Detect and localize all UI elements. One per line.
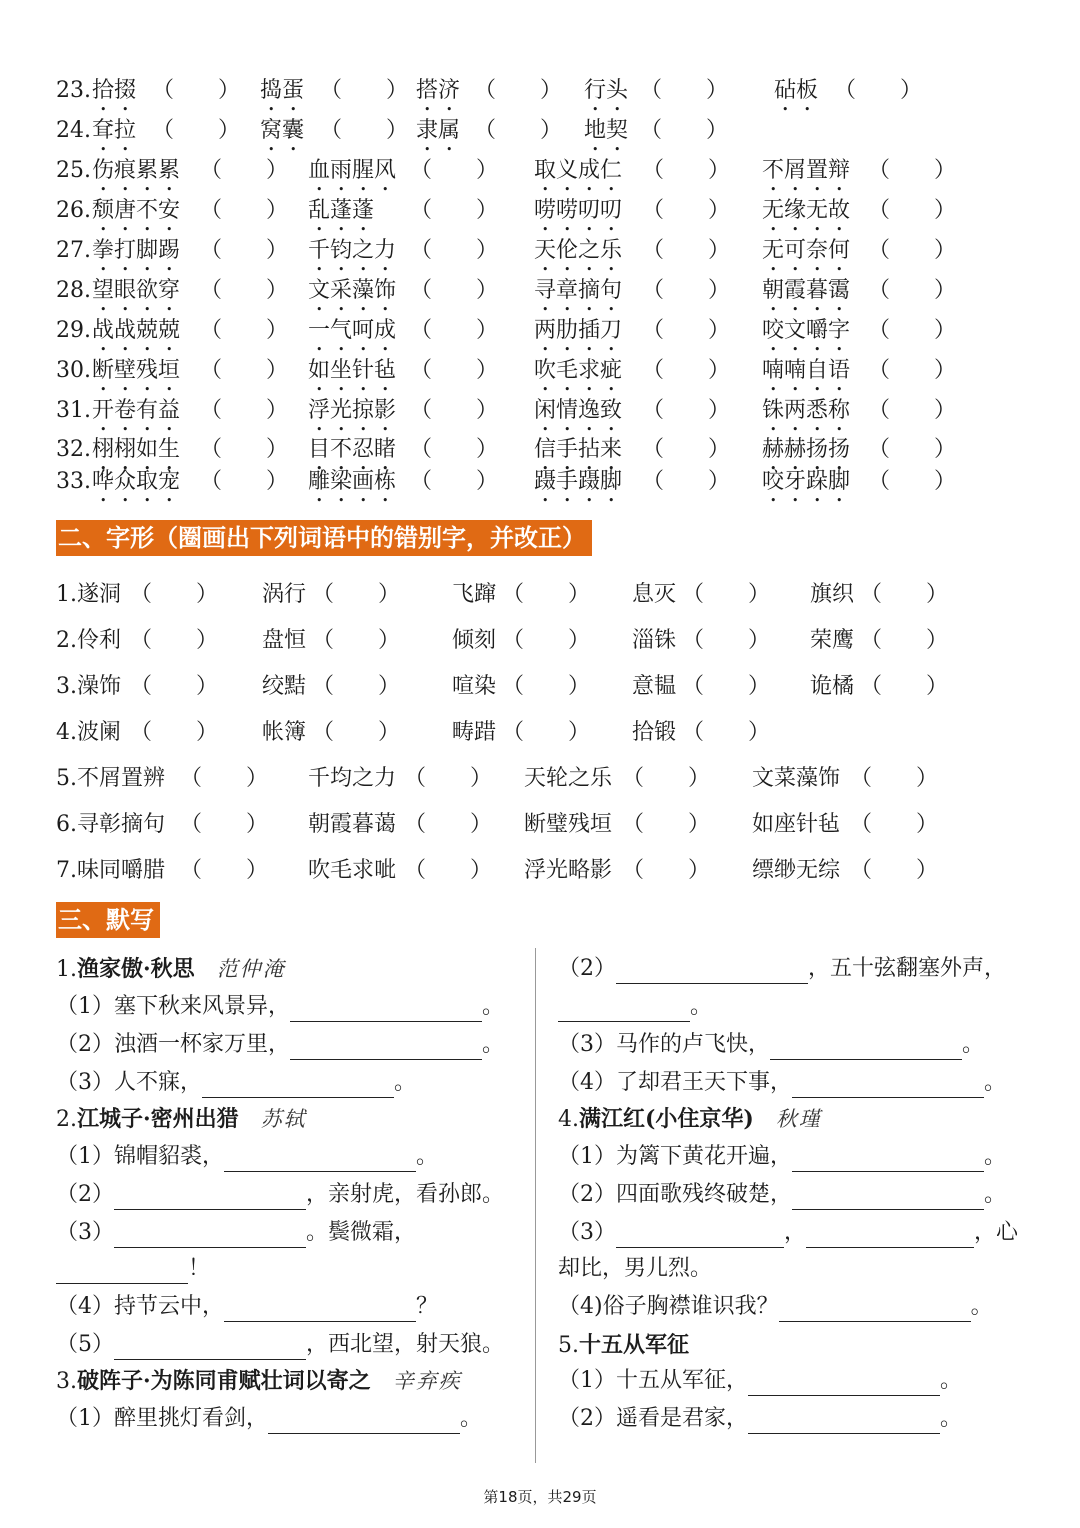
answer-parentheses[interactable]: （ ）: [860, 628, 949, 653]
answer-parentheses[interactable]: （ ）: [850, 766, 939, 791]
wrong-word: 意韫: [632, 674, 677, 699]
line-prefix: （1）十五从军征，: [558, 1368, 748, 1393]
answer-blank[interactable]: [779, 1299, 971, 1322]
wrong-word: 浮光略影: [524, 858, 613, 883]
dictation-line: [56, 1030, 504, 1060]
wrong-word: 2.伶利: [56, 628, 121, 653]
line-prefix: （1）塞下秋来风景异，: [56, 994, 290, 1019]
wrong-word: 朝霞暮蔼: [308, 812, 397, 837]
dictation-line: [56, 1180, 504, 1210]
poem-title: 满江红(小住京华): [579, 1106, 754, 1132]
section-3-heading: 三、默写: [56, 902, 160, 938]
wrong-word: 千均之力: [308, 766, 397, 791]
answer-parentheses[interactable]: （ ）: [868, 158, 957, 183]
item-number: 28.: [56, 278, 91, 303]
answer-parentheses[interactable]: （ ）: [868, 318, 957, 343]
word: 搭济: [416, 78, 461, 103]
line-prefix: （4）了却君王天下事，: [558, 1070, 792, 1095]
dictation-line: [56, 1142, 438, 1172]
word: 乱蓬蓬: [308, 198, 375, 223]
line-suffix: 。: [416, 1144, 439, 1169]
dictation-line: [56, 992, 504, 1022]
line-prefix: （2）遥看是君家，: [558, 1406, 748, 1431]
item-number: 26.: [56, 198, 91, 223]
word: 行头: [584, 78, 629, 103]
answer-parentheses[interactable]: （ ）: [180, 858, 269, 883]
continuation-text: 却比，男儿烈。: [558, 1256, 713, 1281]
wrong-word: 旗织: [810, 582, 855, 607]
item-number: 32.: [56, 437, 91, 462]
answer-parentheses[interactable]: （ ）: [404, 858, 493, 883]
poem-number: 3.: [56, 1369, 77, 1394]
answer-blank[interactable]: [792, 1075, 984, 1098]
word: 栩栩如生: [92, 437, 181, 462]
answer-parentheses[interactable]: （ ）: [200, 278, 289, 303]
line-suffix: 。: [394, 1070, 417, 1095]
wrong-word: 盘恒: [262, 628, 307, 653]
poem-number: 1.: [56, 957, 77, 982]
answer-parentheses[interactable]: （ ）: [682, 720, 771, 745]
answer-parentheses[interactable]: （ ）: [642, 198, 731, 223]
item-number: 33.: [56, 469, 91, 494]
answer-parentheses[interactable]: （ ）: [410, 469, 499, 494]
poem-number: 2.: [56, 1107, 77, 1132]
line-suffix: ！: [188, 1256, 211, 1281]
answer-parentheses[interactable]: （ ）: [180, 766, 269, 791]
answer-parentheses[interactable]: （ ）: [320, 78, 409, 103]
line-prefix: （3）马作的卢飞快，: [558, 1032, 770, 1057]
word: 断壁残垣: [92, 358, 181, 383]
word: 信手拈来: [534, 437, 623, 462]
item-number: 29.: [56, 318, 91, 343]
line-suffix: 。: [984, 1144, 1007, 1169]
word: 天伦之乐: [534, 238, 623, 263]
answer-parentheses[interactable]: （ ）: [130, 582, 219, 607]
word: 如坐针毡: [308, 358, 397, 383]
wrong-word: 6.寻彰摘句: [56, 812, 165, 837]
line-suffix: 。: [962, 1032, 985, 1057]
answer-parentheses[interactable]: （ ）: [152, 118, 241, 143]
poem-number: 4.: [558, 1107, 579, 1132]
answer-parentheses[interactable]: （ ）: [200, 437, 289, 462]
answer-parentheses[interactable]: （ ）: [642, 278, 731, 303]
wrong-word: 绞黠: [262, 674, 307, 699]
answer-parentheses[interactable]: （ ）: [152, 78, 241, 103]
wrong-word: 帐簿: [262, 720, 307, 745]
answer-parentheses[interactable]: （ ）: [312, 720, 401, 745]
line-middle: ，: [784, 1220, 807, 1245]
poem-title-line: [56, 954, 286, 985]
answer-blank[interactable]: [748, 1411, 940, 1434]
word: 不屑置辩: [762, 158, 851, 183]
answer-parentheses[interactable]: （ ）: [642, 318, 731, 343]
line-prefix: （2）: [558, 956, 616, 981]
answer-parentheses[interactable]: （ ）: [130, 720, 219, 745]
word: 哗众取宠: [92, 469, 181, 494]
word: 取义成仁: [534, 158, 623, 183]
poem-author: 范仲淹: [216, 957, 286, 981]
word: 两肋插刀: [534, 318, 623, 343]
answer-parentheses[interactable]: （ ）: [404, 766, 493, 791]
answer-blank[interactable]: [114, 1187, 306, 1210]
wrong-word: 畴踖: [452, 720, 497, 745]
word: 咬文嚼字: [762, 318, 851, 343]
answer-blank[interactable]: [616, 961, 808, 984]
poem-title: 渔家傲·秋思: [77, 956, 195, 982]
dictation-line: [558, 954, 1006, 984]
word: 千钧之力: [308, 238, 397, 263]
poem-author: 辛弃疾: [392, 1369, 462, 1393]
column-divider: [535, 948, 536, 1463]
dictation-line: [558, 1366, 962, 1396]
item-number: 27.: [56, 238, 91, 263]
answer-parentheses[interactable]: （ ）: [404, 812, 493, 837]
line-prefix: （2）: [56, 1182, 114, 1207]
word: 吹毛求疵: [534, 358, 623, 383]
word: 一气呵成: [308, 318, 397, 343]
answer-parentheses[interactable]: （ ）: [410, 158, 499, 183]
answer-parentheses[interactable]: （ ）: [850, 858, 939, 883]
word: 伤痕累累: [92, 158, 181, 183]
dictation-line: [558, 1292, 993, 1322]
answer-parentheses[interactable]: （ ）: [682, 674, 771, 699]
wrong-word: 飞蹿: [452, 582, 497, 607]
poem-title: 十五从军征: [579, 1332, 690, 1358]
answer-parentheses[interactable]: （ ）: [200, 469, 289, 494]
poem-title-line: [558, 1104, 822, 1135]
line-suffix: ，五十弦翻塞外声，: [808, 956, 1007, 981]
answer-parentheses[interactable]: （ ）: [682, 628, 771, 653]
line-prefix: （3）: [558, 1220, 616, 1245]
answer-parentheses[interactable]: （ ）: [642, 158, 731, 183]
answer-parentheses[interactable]: （ ）: [410, 238, 499, 263]
word: 唠唠叨叨: [534, 198, 623, 223]
answer-parentheses[interactable]: （ ）: [200, 238, 289, 263]
wrong-word: 文菜藻饰: [752, 766, 841, 791]
answer-parentheses[interactable]: （ ）: [868, 437, 957, 462]
poem-title-line: [558, 1330, 689, 1361]
wrong-word: 涡行: [262, 582, 307, 607]
answer-blank[interactable]: [770, 1037, 962, 1060]
answer-parentheses[interactable]: （ ）: [502, 720, 591, 745]
wrong-word: 息灭: [632, 582, 677, 607]
answer-parentheses[interactable]: （ ）: [502, 674, 591, 699]
word: 望眼欲穿: [92, 278, 181, 303]
poem-author: 秋瑾: [775, 1107, 822, 1131]
dictation-line: [558, 1254, 712, 1284]
poem-title-line: [56, 1366, 462, 1397]
wrong-word: 1.遂洞: [56, 582, 121, 607]
section-2-heading: 二、字形（圈画出下列词语中的错别字，并改正）: [56, 520, 592, 556]
answer-parentheses[interactable]: （ ）: [312, 628, 401, 653]
answer-parentheses[interactable]: （ ）: [868, 278, 957, 303]
dictation-line: [558, 1180, 1006, 1210]
answer-parentheses[interactable]: （ ）: [868, 358, 957, 383]
wrong-word: 天轮之乐: [524, 766, 613, 791]
dictation-line: [56, 1068, 416, 1098]
line-suffix: ，亲射虎，看孙郎。: [306, 1182, 505, 1207]
answer-parentheses[interactable]: （ ）: [868, 398, 957, 423]
answer-parentheses[interactable]: （ ）: [320, 118, 409, 143]
answer-parentheses[interactable]: （ ）: [200, 198, 289, 223]
dictation-line: [56, 1330, 504, 1360]
line-prefix: （5）: [56, 1332, 114, 1357]
word: 拳打脚踢: [92, 238, 181, 263]
word: 赫赫扬扬: [762, 437, 851, 462]
wrong-word: 7.味同嚼腊: [56, 858, 165, 883]
word: 耷拉: [92, 118, 137, 143]
word: 文采藻饰: [308, 278, 397, 303]
word: 颓唐不安: [92, 198, 181, 223]
wrong-word: 4.波阑: [56, 720, 121, 745]
answer-parentheses[interactable]: （ ）: [410, 398, 499, 423]
answer-blank[interactable]: [114, 1337, 306, 1360]
wrong-word: 3.澡饰: [56, 674, 121, 699]
answer-blank[interactable]: [224, 1299, 416, 1322]
answer-parentheses[interactable]: （ ）: [312, 582, 401, 607]
word: 无缘无故: [762, 198, 851, 223]
answer-parentheses[interactable]: （ ）: [410, 358, 499, 383]
line-suffix: 。鬓微霜，: [306, 1220, 417, 1245]
poem-title: 破阵子·为陈同甫赋壮词以寄之: [77, 1368, 371, 1394]
line-suffix: 。: [460, 1406, 483, 1431]
line-suffix: 。: [940, 1368, 963, 1393]
answer-parentheses[interactable]: （ ）: [474, 78, 563, 103]
answer-blank[interactable]: [56, 1261, 188, 1284]
line-prefix: （4）持节云中，: [56, 1294, 224, 1319]
word: 血雨腥风: [308, 158, 397, 183]
dictation-line: [56, 1254, 210, 1284]
wrong-word: 吹毛求呲: [308, 858, 397, 883]
answer-parentheses[interactable]: （ ）: [130, 628, 219, 653]
answer-parentheses[interactable]: （ ）: [200, 318, 289, 343]
answer-parentheses[interactable]: （ ）: [868, 238, 957, 263]
item-number: 23.: [56, 78, 91, 103]
poem-author: 苏轼: [260, 1107, 307, 1131]
word: 地契: [584, 118, 629, 143]
line-prefix: （3）人不寐，: [56, 1070, 202, 1095]
answer-parentheses[interactable]: （ ）: [180, 812, 269, 837]
dictation-line: [56, 1292, 438, 1322]
answer-blank[interactable]: [558, 999, 690, 1022]
answer-blank[interactable]: [290, 999, 482, 1022]
word: 闲情逸致: [534, 398, 623, 423]
line-prefix: （1）醉里挑灯看剑，: [56, 1406, 268, 1431]
dictation-line: [56, 1404, 482, 1434]
answer-parentheses[interactable]: （ ）: [200, 158, 289, 183]
wrong-word: 5.不屑置辨: [56, 766, 165, 791]
answer-blank[interactable]: [290, 1037, 482, 1060]
word: 无可奈何: [762, 238, 851, 263]
wrong-word: 诡橘: [810, 674, 855, 699]
word: 拾掇: [92, 78, 137, 103]
answer-parentheses[interactable]: （ ）: [642, 238, 731, 263]
item-number: 31.: [56, 398, 91, 423]
answer-parentheses[interactable]: （ ）: [642, 358, 731, 383]
dictation-line: [558, 1030, 984, 1060]
answer-parentheses[interactable]: （ ）: [642, 398, 731, 423]
word: 蹑手蹑脚: [534, 469, 623, 494]
answer-blank[interactable]: [616, 1225, 784, 1248]
answer-parentheses[interactable]: （ ）: [410, 318, 499, 343]
dictation-line: [558, 1218, 1018, 1248]
wrong-word: 淄铢: [632, 628, 677, 653]
answer-parentheses[interactable]: （ ）: [312, 674, 401, 699]
answer-parentheses[interactable]: （ ）: [640, 118, 729, 143]
word: 咬牙跺脚: [762, 469, 851, 494]
word: 雕梁画栋: [308, 469, 397, 494]
wrong-word: 倾刻: [452, 628, 497, 653]
word: 浮光掠影: [308, 398, 397, 423]
line-prefix: （2）浊酒一杯家万里，: [56, 1032, 290, 1057]
answer-parentheses[interactable]: （ ）: [642, 469, 731, 494]
answer-parentheses[interactable]: （ ）: [642, 437, 731, 462]
answer-blank[interactable]: [748, 1373, 940, 1396]
line-suffix: 。: [690, 994, 713, 1019]
poem-number: 5.: [558, 1333, 579, 1358]
answer-parentheses[interactable]: （ ）: [622, 858, 711, 883]
line-suffix: 。: [940, 1406, 963, 1431]
line-suffix: 。: [482, 994, 505, 1019]
poem-title: 江城子·密州出猎: [77, 1106, 239, 1132]
line-suffix: ，心: [974, 1220, 1019, 1245]
answer-blank[interactable]: [792, 1187, 984, 1210]
answer-parentheses[interactable]: （ ）: [410, 437, 499, 462]
wrong-word: 如座针毡: [752, 812, 841, 837]
item-number: 30.: [56, 358, 91, 383]
word: 喃喃自语: [762, 358, 851, 383]
line-suffix: 。: [970, 1294, 993, 1319]
word: 朝霞暮霭: [762, 278, 851, 303]
wrong-word: 喧染: [452, 674, 497, 699]
answer-parentheses[interactable]: （ ）: [502, 582, 591, 607]
word: 目不忍睹: [308, 437, 397, 462]
answer-parentheses[interactable]: （ ）: [410, 278, 499, 303]
word: 战战兢兢: [92, 318, 181, 343]
word: 窝囊: [260, 118, 305, 143]
line-prefix: （2）四面歌残终破楚，: [558, 1182, 792, 1207]
dictation-line: [56, 1218, 416, 1248]
answer-parentheses[interactable]: （ ）: [474, 118, 563, 143]
answer-parentheses[interactable]: （ ）: [860, 674, 949, 699]
line-suffix: 。: [482, 1032, 505, 1057]
wrong-word: 荣鹰: [810, 628, 855, 653]
answer-blank[interactable]: [792, 1149, 984, 1172]
line-suffix: 。: [984, 1070, 1007, 1095]
dictation-line: [558, 1068, 1006, 1098]
word: 铢两悉称: [762, 398, 851, 423]
word: 寻章摘句: [534, 278, 623, 303]
answer-parentheses[interactable]: （ ）: [682, 582, 771, 607]
wrong-word: 拾锻: [632, 720, 677, 745]
item-number: 25.: [56, 158, 91, 183]
wrong-word: 断璧残垣: [524, 812, 613, 837]
answer-blank[interactable]: [268, 1411, 460, 1434]
answer-parentheses[interactable]: （ ）: [622, 766, 711, 791]
line-suffix: ？: [416, 1294, 439, 1319]
word: 开卷有益: [92, 398, 181, 423]
line-suffix: 。: [984, 1182, 1007, 1207]
answer-parentheses[interactable]: （ ）: [410, 198, 499, 223]
answer-parentheses[interactable]: （ ）: [640, 78, 729, 103]
answer-parentheses[interactable]: （ ）: [200, 358, 289, 383]
answer-parentheses[interactable]: （ ）: [868, 469, 957, 494]
line-prefix: （4)俗子胸襟谁识我？: [558, 1294, 779, 1319]
item-number: 24.: [56, 118, 91, 143]
answer-parentheses[interactable]: （ ）: [834, 78, 923, 103]
answer-parentheses[interactable]: （ ）: [502, 628, 591, 653]
line-suffix: ，西北望，射天狼。: [306, 1332, 505, 1357]
word: 砧板: [774, 78, 819, 103]
word: 隶属: [416, 118, 461, 143]
dictation-line: [558, 1142, 1006, 1172]
answer-parentheses[interactable]: （ ）: [622, 812, 711, 837]
dictation-line: [558, 1404, 962, 1434]
answer-parentheses[interactable]: （ ）: [860, 582, 949, 607]
answer-parentheses[interactable]: （ ）: [130, 674, 219, 699]
answer-blank[interactable]: [224, 1149, 416, 1172]
word: 捣蛋: [260, 78, 305, 103]
line-prefix: （3）: [56, 1220, 114, 1245]
line-prefix: （1）锦帽貂裘，: [56, 1144, 224, 1169]
answer-blank[interactable]: [806, 1225, 974, 1248]
wrong-word: 缥缈无综: [752, 858, 841, 883]
page-footer: 第18页，共29页: [483, 1488, 597, 1506]
line-prefix: （1）为篱下黄花开遍，: [558, 1144, 792, 1169]
answer-blank[interactable]: [202, 1075, 394, 1098]
answer-parentheses[interactable]: （ ）: [850, 812, 939, 837]
answer-blank[interactable]: [114, 1225, 306, 1248]
answer-parentheses[interactable]: （ ）: [868, 198, 957, 223]
dictation-line: [558, 992, 712, 1022]
poem-title-line: [56, 1104, 307, 1135]
answer-parentheses[interactable]: （ ）: [200, 398, 289, 423]
